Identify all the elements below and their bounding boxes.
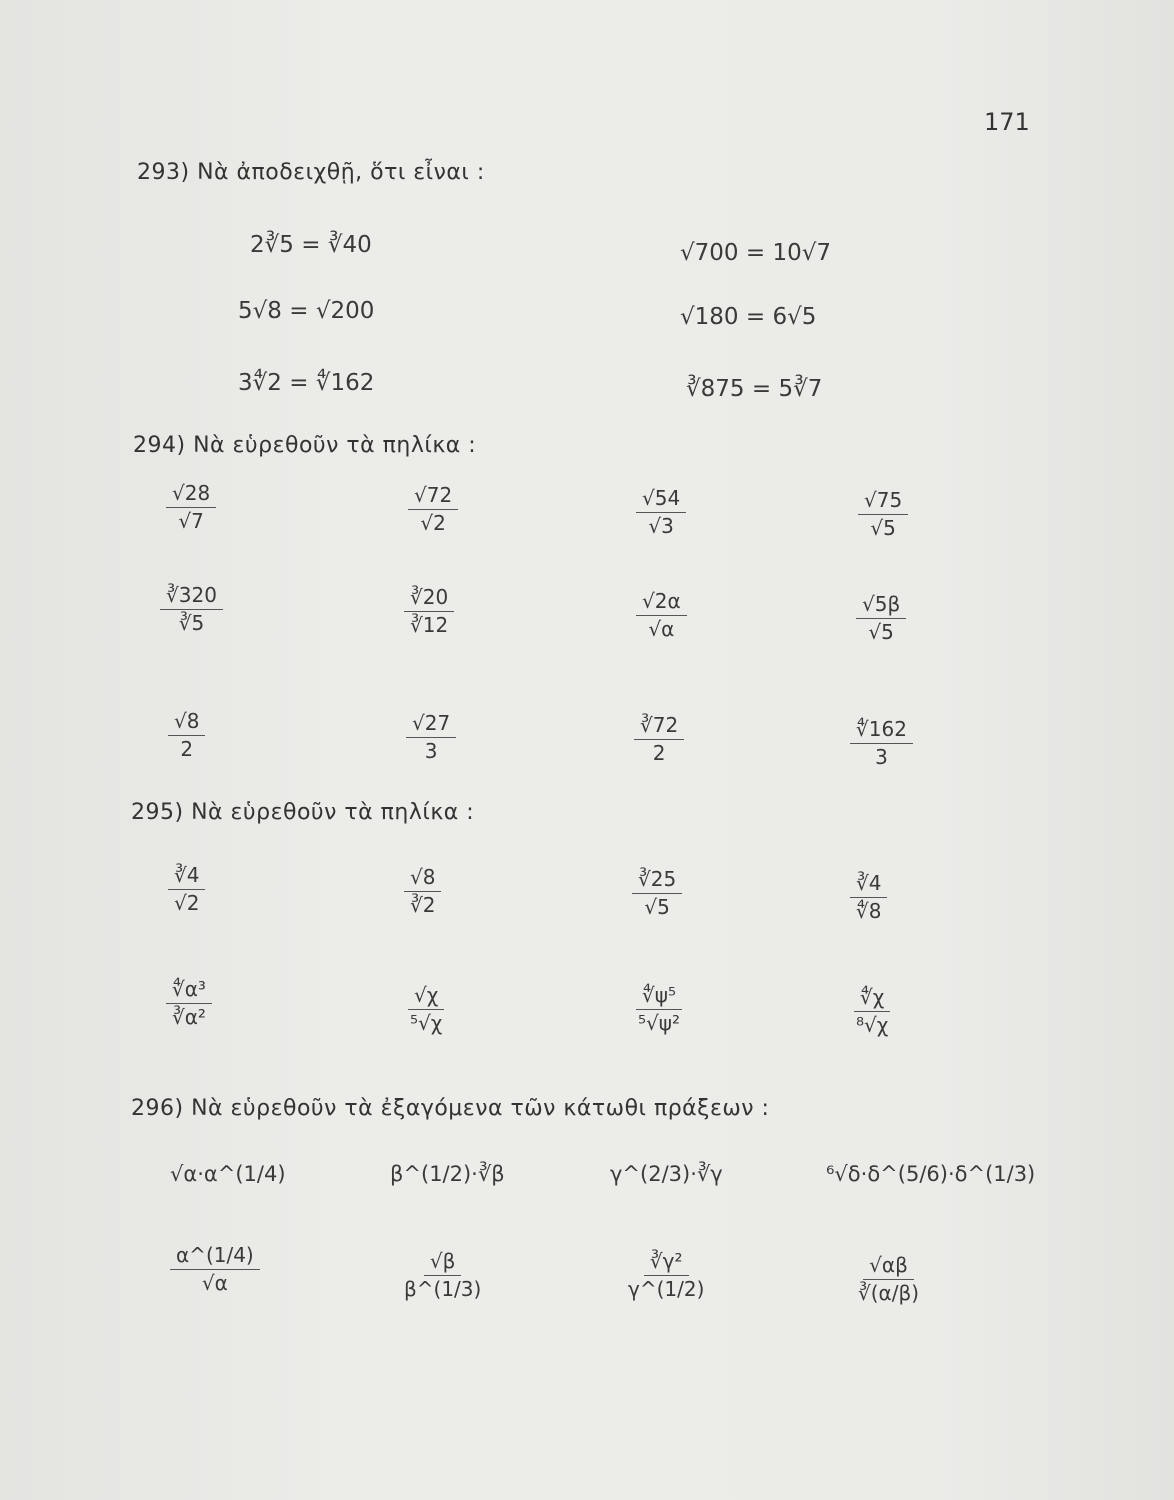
eq-293-3: 5√8 = √200 — [238, 298, 375, 324]
fraction-294-12: $\frac{∜162}{3}$ — [850, 718, 913, 769]
fraction-294-3: $\frac{√54}{√3}$ — [636, 487, 686, 538]
fraction-295-5: $\frac{\text{∜α³}}{\text{∛α²}}$ — [166, 978, 212, 1029]
page-number: 171 — [984, 108, 1030, 136]
eq-293-6: ∛875 = 5∛7 — [686, 376, 823, 402]
fraction-294-8: $\frac{√5\beta}{√5}$ — [856, 593, 906, 644]
fraction-296-3: $\frac{\text{∛γ²}}{\gamma\^{}(1/2)}$ — [628, 1249, 705, 1301]
fraction-294-1: $\frac{√28}{√7}$ — [166, 482, 216, 533]
eq-293-5: 3∜2 = ∜162 — [238, 370, 375, 396]
fraction-294-9: $\frac{√8}{2}$ — [168, 710, 205, 761]
exercise-295-heading: 295) Νὰ εὑρεθοῦν τὰ πηλίκα : — [131, 800, 475, 825]
expr-296-2: β^(1/2)·∛β — [390, 1162, 505, 1186]
exercise-294-heading: 294) Νὰ εὑρεθοῦν τὰ πηλίκα : — [133, 433, 477, 458]
eq-293-4: √180 = 6√5 — [680, 304, 817, 330]
fraction-295-6: $\frac{√\chi}{\text{⁵√χ}}$ — [410, 983, 443, 1035]
fraction-295-1: $\frac{∛4}{√2}$ — [168, 864, 205, 915]
fraction-295-2: $\frac{√8}{∛2}$ — [404, 866, 441, 917]
fraction-295-3: $\frac{∛25}{√5}$ — [632, 868, 682, 919]
fraction-294-5: $\frac{∛320}{∛5}$ — [160, 584, 223, 635]
eq-293-1: 2∛5 = ∛40 — [250, 232, 372, 258]
fraction-296-2: $\frac{√\beta}{\beta\^{}(1/3)}$ — [404, 1249, 482, 1301]
exercise-296-heading: 296) Νὰ εὑρεθοῦν τὰ ἐξαγόμενα τῶν κάτωθι πράξεων : — [131, 1096, 770, 1121]
exercise-293-heading: 293) Νὰ ἀποδειχθῇ, ὅτι εἶναι : — [137, 160, 485, 185]
fraction-294-2: $\frac{√72}{√2}$ — [408, 484, 458, 535]
eq-293-2: √700 = 10√7 — [680, 240, 832, 266]
expr-296-4: ⁶√δ·δ^(5/6)·δ^(1/3) — [826, 1162, 1036, 1186]
expr-296-3: γ^(2/3)·∛γ — [610, 1162, 723, 1186]
fraction-296-1: $\frac{\alpha\^{}(1/4)}{√\alpha}$ — [170, 1244, 260, 1295]
fraction-295-8: $\frac{∜\chi}{\text{⁸√χ}}$ — [856, 985, 889, 1037]
fraction-294-11: $\frac{∛72}{2}$ — [634, 714, 684, 765]
fraction-295-4: $\frac{∛4}{∜8}$ — [850, 872, 887, 923]
fraction-294-7: $\frac{√2\alpha}{√\alpha}$ — [636, 590, 687, 641]
expr-296-1: √α·α^(1/4) — [170, 1162, 286, 1186]
fraction-296-4: $\frac{√\alpha\beta}{∛(\alpha/\beta)}$ — [858, 1253, 920, 1305]
fraction-294-6: $\frac{∛20}{∛12}$ — [404, 586, 454, 637]
fraction-295-7: $\frac{\text{∜ψ⁵}}{\text{⁵√ψ²}}$ — [638, 983, 680, 1035]
fraction-294-10: $\frac{√27}{3}$ — [406, 712, 456, 763]
fraction-294-4: $\frac{√75}{√5}$ — [858, 489, 908, 540]
